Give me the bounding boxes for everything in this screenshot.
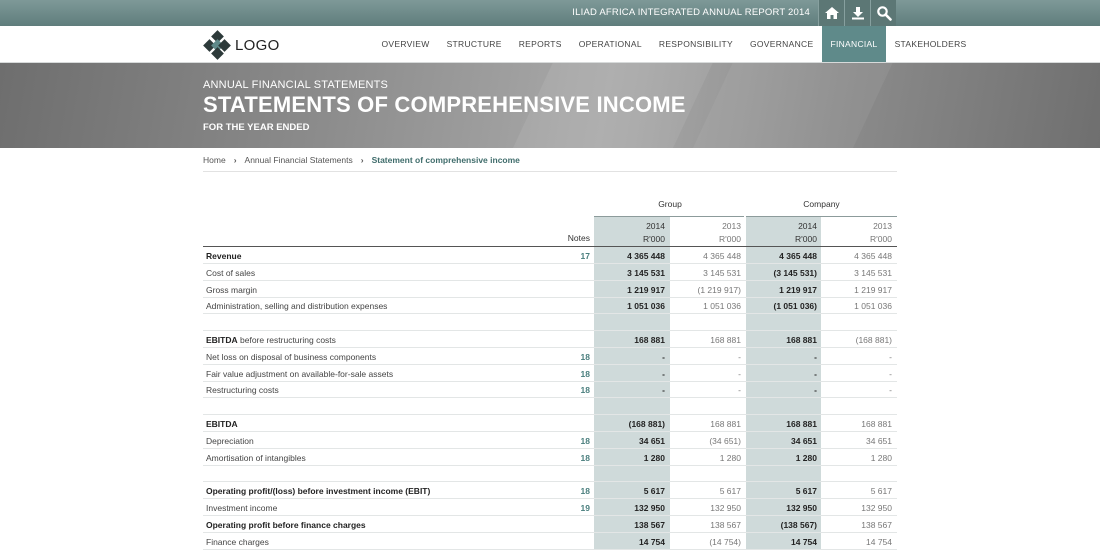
search-button[interactable] [870,0,896,26]
table-row [203,331,897,348]
row-label: Operating profit/(loss) before investment income (EBIT) [206,486,431,497]
row-note[interactable]: 18 [580,486,590,497]
row-label: Operating profit before finance charges [206,519,366,530]
row-label: EBITDA before restructuring costs [206,335,336,345]
row-value: 168 881 [634,335,665,345]
table-row [203,449,897,466]
row-note[interactable]: 18 [580,452,590,463]
spacer-row [203,398,897,415]
table-row [203,516,897,533]
group-header: Group [658,199,682,209]
nav-item-reports[interactable]: REPORTS [518,39,562,49]
breadcrumb-annual-financial-statements[interactable]: Annual Financial Statements [244,155,353,165]
row-value: 34 651 [791,435,817,446]
row-label: Cost of sales [206,267,256,278]
notes-header: Notes [567,233,590,243]
breadcrumb [203,155,897,172]
row-value: 5 617 [643,486,665,497]
row-value: 1 219 917 [779,284,817,295]
row-value: 5 617 [719,486,741,497]
row-value: (3 145 531) [773,267,817,278]
chevron-right-icon: › [360,155,364,165]
row-value: 1 280 [719,452,741,463]
row-value: - [738,368,741,379]
nav-item-financial[interactable]: FINANCIAL [822,26,886,62]
breadcrumb-home[interactable]: Home [203,155,226,165]
row-note[interactable]: 18 [580,351,590,362]
row-value: (34 651) [709,435,741,446]
row-value: - [814,368,817,379]
col-header-group-2013: 2013 R'000 [719,221,741,244]
row-value: - [738,385,741,396]
row-value: 168 881 [710,335,741,345]
row-note[interactable]: 18 [580,368,590,379]
row-label: Gross margin [206,284,258,295]
row-value: - [814,385,817,396]
table-row [203,348,897,365]
page-banner [0,63,1100,148]
breadcrumb-current: Statement of comprehensive income [371,155,520,165]
spacer-row [203,465,897,482]
row-value: 4 365 448 [779,251,817,261]
row-value: 168 881 [861,419,892,429]
nav-item-overview[interactable]: OVERVIEW [381,39,430,49]
row-value: 5 617 [870,486,892,497]
row-label: Fair value adjustment on available-for-sale assets [206,368,394,379]
table-row [203,365,897,382]
row-value: - [889,368,892,379]
row-value: 3 145 531 [854,267,892,278]
row-value: - [889,385,892,396]
row-value: 5 617 [795,486,817,497]
row-value: 1 280 [643,452,665,463]
table-row [203,247,897,264]
row-note[interactable]: 18 [580,385,590,396]
row-value: 132 950 [786,503,817,513]
spacer-row [203,314,897,331]
row-label: Restructuring costs [206,385,279,396]
main-nav [0,26,1100,63]
row-label: Finance charges [206,536,269,547]
group-underline [594,216,744,217]
row-value: 168 881 [710,419,741,429]
row-label: EBITDA [206,419,238,429]
row-value: 138 567 [861,519,892,530]
table-row [203,533,897,550]
table-row [203,297,897,314]
logo[interactable] [203,31,280,59]
nav-item-structure[interactable]: STRUCTURE [446,39,502,49]
row-value: 14 754 [791,536,817,547]
search-icon [876,5,892,21]
row-value: (14 754) [709,536,741,547]
row-value: 132 950 [710,503,741,513]
row-value: (1 051 036) [773,301,817,312]
row-value: 4 365 448 [627,251,665,261]
table-row [203,381,897,398]
row-value: - [662,351,665,362]
row-value: - [662,385,665,396]
row-label: Net loss on disposal of business components [206,351,377,362]
row-label: Administration, selling and distribution expenses [206,301,388,312]
nav-item-governance[interactable]: GOVERNANCE [749,39,814,49]
row-value: 4 365 448 [703,251,741,261]
row-value: 14 754 [639,536,665,547]
nav-menu [373,26,975,62]
row-label: Revenue [206,251,242,261]
table-row [203,281,897,298]
row-value: 168 881 [786,419,817,429]
table-row [203,499,897,516]
col-header-company-2014: 2014 R'000 [795,221,817,244]
page-title: STATEMENTS OF COMPREHENSIVE INCOME [203,92,686,117]
row-value: 1 219 917 [627,284,665,295]
row-value: 1 280 [870,452,892,463]
col-header-group-2014: 2014 R'000 [643,221,665,244]
table-row [203,264,897,281]
row-note[interactable]: 19 [580,503,590,513]
row-value: 132 950 [861,503,892,513]
logo-text: LOGO [235,36,280,54]
page-kicker: ANNUAL FINANCIAL STATEMENTS [203,79,389,91]
row-value: (168 881) [628,419,665,429]
nav-item-operational[interactable]: OPERATIONAL [578,39,642,49]
nav-item-stakeholders[interactable]: STAKEHOLDERS [894,39,967,49]
row-value: 3 145 531 [703,267,741,278]
row-value: 1 051 036 [854,301,892,312]
top-bar [0,0,1100,26]
row-value: 3 145 531 [627,267,665,278]
row-value: 1 219 917 [854,284,892,295]
table-row [203,482,897,499]
download-button[interactable] [844,0,870,26]
company-underline [746,216,897,217]
row-value: 138 567 [710,519,741,530]
table-row [203,432,897,449]
row-value: 34 651 [866,435,892,446]
table-row [203,415,897,432]
row-value: 138 567 [634,519,665,530]
row-label: Depreciation [206,435,254,446]
row-value: 1 051 036 [703,301,741,312]
company-header: Company [803,199,840,209]
nav-item-responsibility[interactable]: RESPONSIBILITY [658,39,733,49]
row-value: (1 219 917) [697,284,741,295]
row-value: (168 881) [855,335,892,345]
chevron-right-icon: › [233,155,237,165]
row-value: 4 365 448 [854,251,892,261]
row-value: 14 754 [866,536,892,547]
row-value: 1 051 036 [627,301,665,312]
row-label: Amortisation of intangibles [206,452,306,463]
row-value: - [889,351,892,362]
row-value: 168 881 [786,335,817,345]
row-value: - [662,368,665,379]
row-value: (138 567) [780,519,817,530]
download-icon [850,5,866,21]
row-label: Investment income [206,503,278,513]
row-note[interactable]: 18 [580,435,590,446]
row-note[interactable]: 17 [580,251,590,261]
home-icon [824,5,840,21]
home-button[interactable] [818,0,844,26]
row-value: - [814,351,817,362]
page-subtitle: FOR THE YEAR ENDED [203,122,310,133]
logo-mark-icon [203,31,231,59]
row-value: 34 651 [639,435,665,446]
row-value: - [738,351,741,362]
row-value: 132 950 [634,503,665,513]
report-title: ILIAD AFRICA INTEGRATED ANNUAL REPORT 2014 [572,7,810,18]
row-value: 1 280 [795,452,817,463]
col-header-company-2013: 2013 R'000 [870,221,892,244]
